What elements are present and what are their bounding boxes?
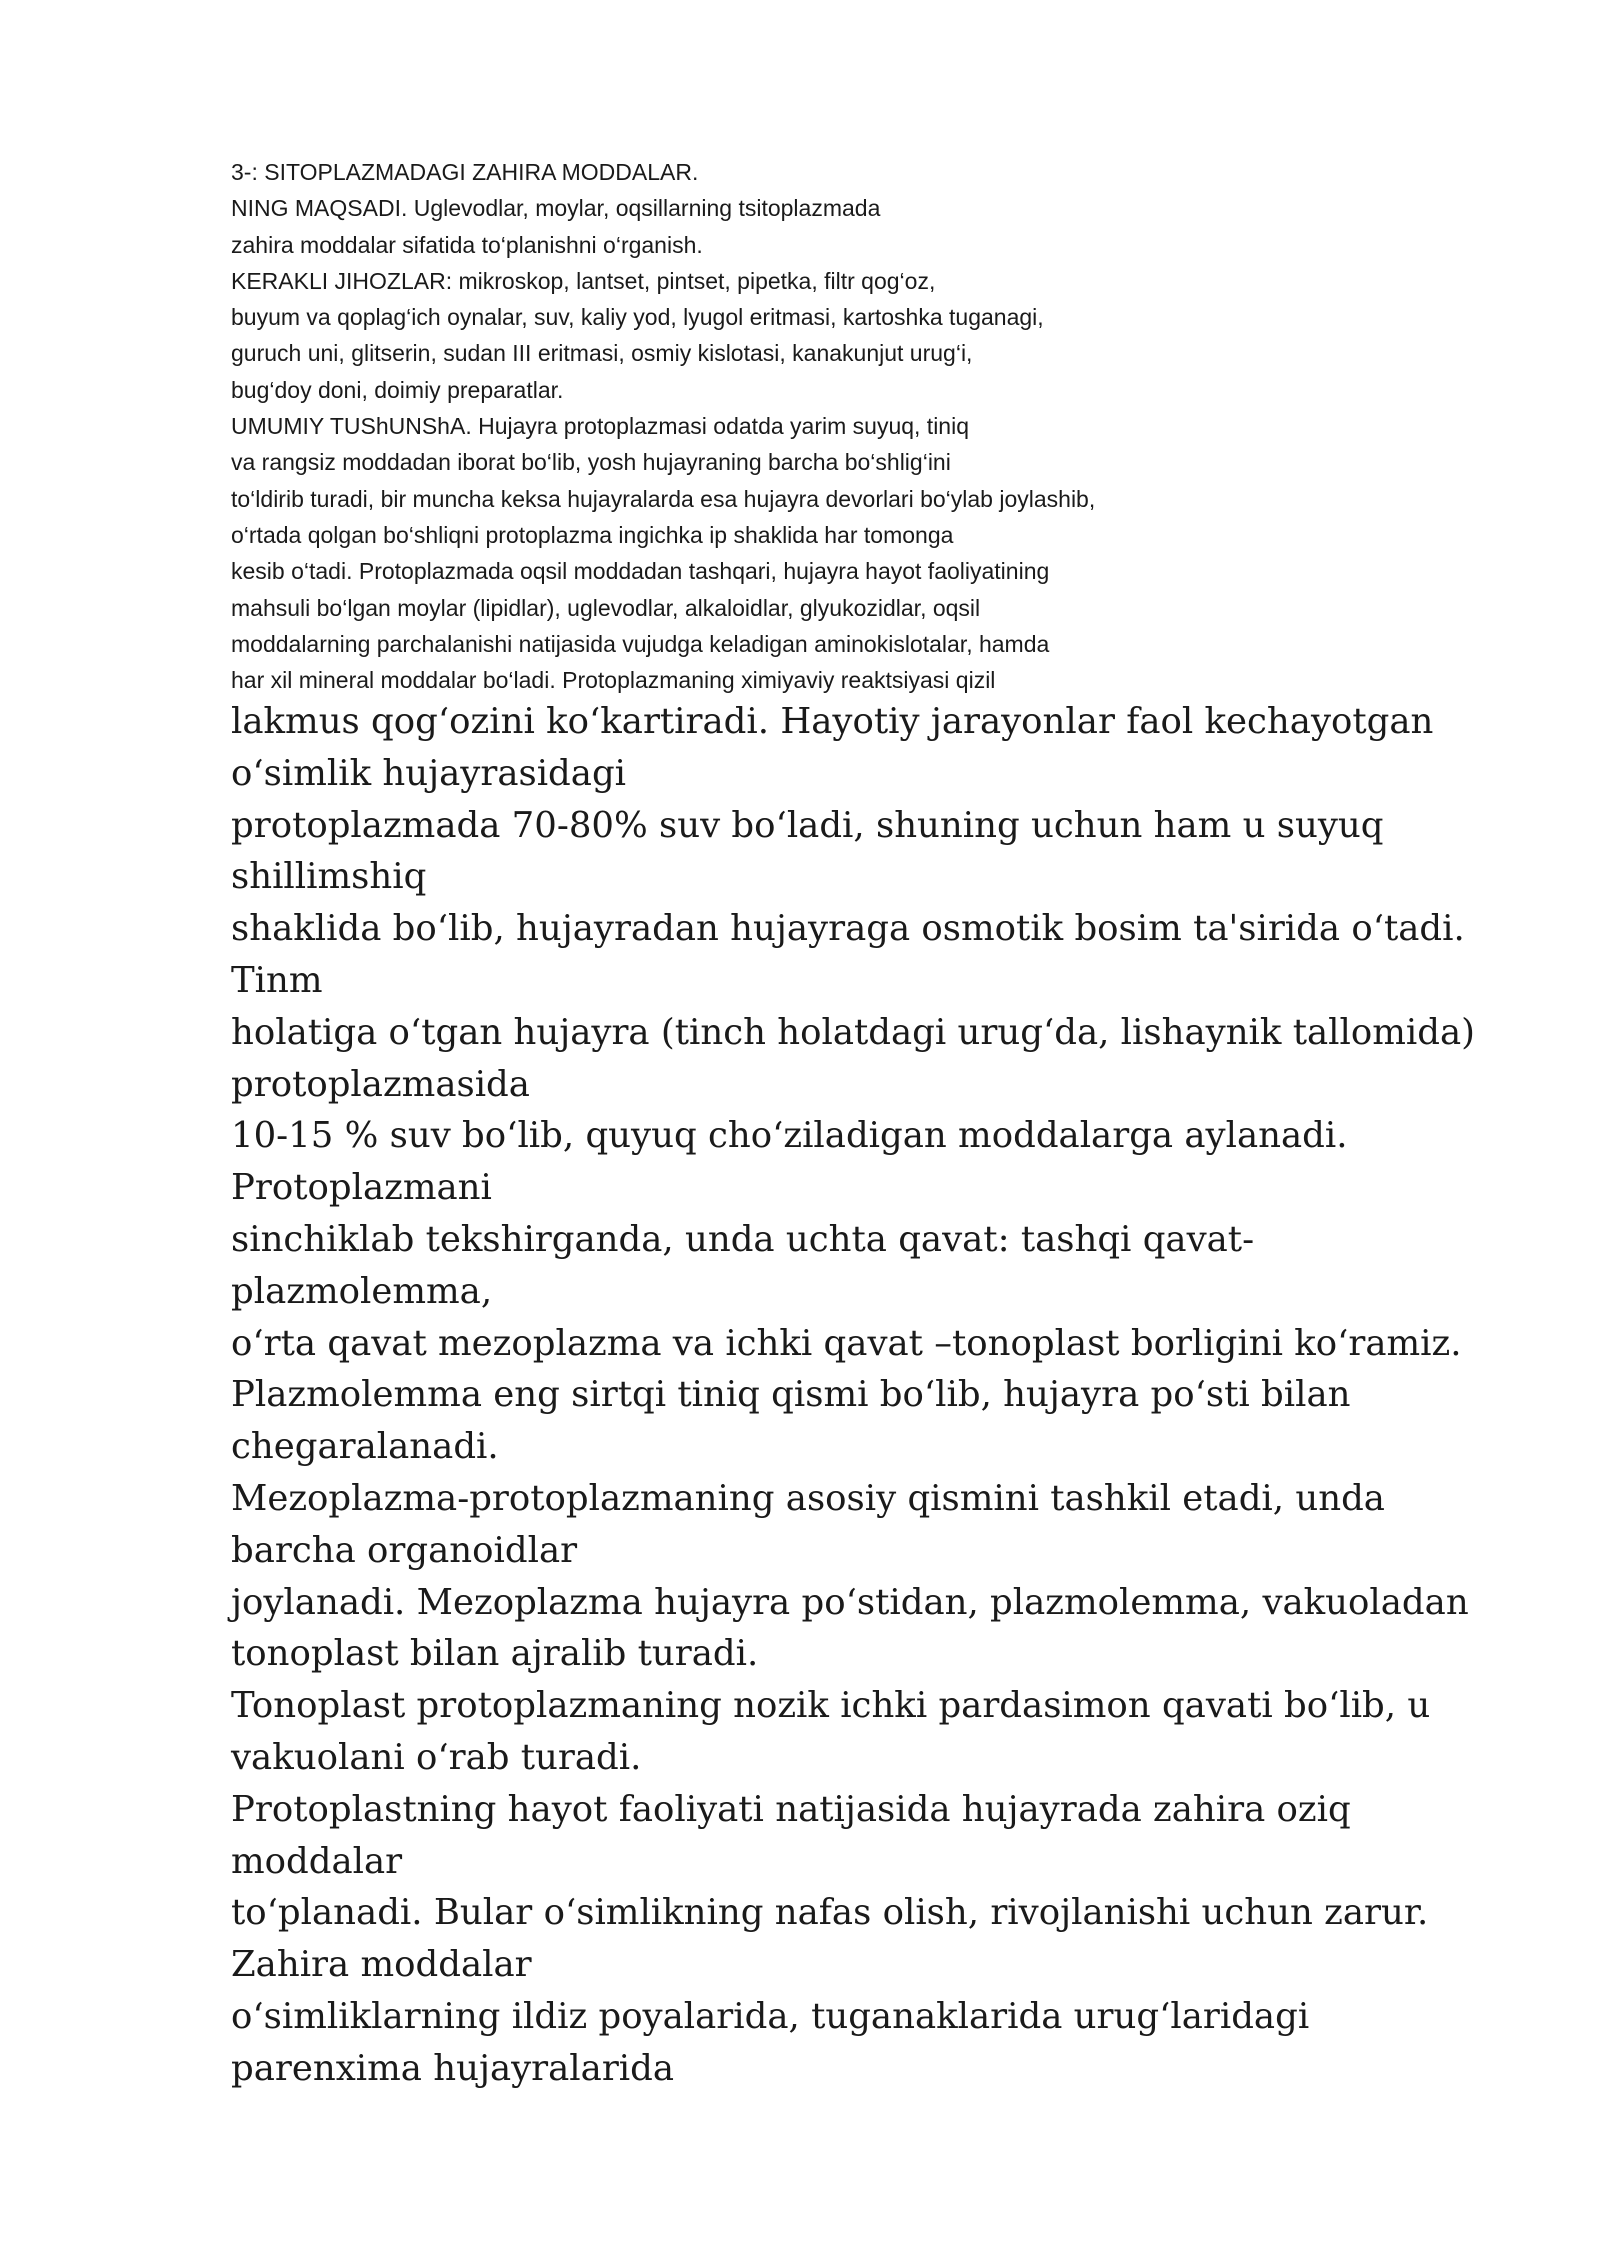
text-line: to‘ldirib turadi, bir muncha keksa hujayralarda esa hujayra devorlari bo‘ylab joylashib, [231, 485, 1096, 512]
text-line: har xil mineral moddalar bo‘ladi. Protoplazmaning ximiyaviy reaktsiyasi qizil [231, 667, 996, 694]
text-line: NING MAQSADI. Uglevodlar, moylar, oqsillarning tsitoplazmada [231, 195, 881, 222]
text-line: Protoplastning hayot faoliyati natijasida hujayrada zahira oziq [231, 1788, 1351, 1830]
text-line: bug‘doy doni, doimiy preparatlar. [231, 376, 564, 403]
text-line: 10-15 % suv bo‘lib, quyuq cho‘ziladigan moddalarga aylanadi. [231, 1115, 1348, 1157]
text-line: o‘simlik hujayrasidagi [231, 752, 627, 794]
text-line: KERAKLI JIHOZLAR: mikroskop, lantset, pintset, pipetka, filtr qog‘oz, [231, 267, 936, 294]
text-line: o‘simliklarning ildiz poyalarida, tuganaklarida urug‘laridagi [231, 1995, 1310, 2037]
intro-text-block [231, 154, 1431, 698]
text-line: barcha organoidlar [231, 1529, 578, 1571]
text-line: Plazmolemma eng sirtqi tiniq qismi bo‘lib, hujayra po‘sti bilan [231, 1374, 1351, 1416]
text-line: plazmolemma, [231, 1270, 493, 1312]
section-title: 3-: SITOPLAZMADAGI ZAHIRA MODDALAR. [231, 159, 699, 185]
text-line: buyum va qoplag‘ich oynalar, suv, kaliy yod, lyugol eritmasi, kartoshka tuganagi, [231, 304, 1044, 331]
body-text-block [231, 696, 1501, 2095]
text-line: vakuolani o‘rab turadi. [231, 1736, 642, 1778]
text-line: o‘rtada qolgan bo‘shliqni protoplazma ingichka ip shaklida har tomonga [231, 521, 954, 548]
text-line: Tonoplast protoplazmaning nozik ichki pardasimon qavati bo‘lib, u [231, 1685, 1431, 1727]
text-line: protoplazmada 70-80% suv bo‘ladi, shuning uchun ham u suyuq [231, 804, 1384, 846]
text-line: to‘planadi. Bular o‘simlikning nafas olish, rivojlanishi uchun zarur. [231, 1892, 1429, 1934]
text-line: va rangsiz moddadan iborat bo‘lib, yosh hujayraning barcha bo‘shlig‘ini [231, 449, 951, 476]
text-line: guruch uni, glitserin, sudan III eritmasi, osmiy kislotasi, kanakunjut urug‘i, [231, 340, 973, 367]
text-line: parenxima hujayralarida [231, 2047, 675, 2089]
text-line: moddalar [231, 1840, 403, 1882]
text-line: Protoplazmani [231, 1167, 492, 1209]
text-line: o‘rta qavat mezoplazma va ichki qavat –tonoplast borligini ko‘ramiz. [231, 1322, 1462, 1364]
text-line: Zahira moddalar [231, 1944, 532, 1986]
text-line: UMUMIY TUShUNShA. Hujayra protoplazmasi odatda yarim suyuq, tiniq [231, 413, 969, 440]
text-line: sinchiklab tekshirganda, unda uchta qavat: tashqi qavat- [231, 1218, 1255, 1260]
text-line: lakmus qog‘ozini ko‘kartiradi. Hayotiy jarayonlar faol kechayotgan [231, 701, 1434, 742]
text-line: zahira moddalar sifatida to‘planishni o‘rganish. [231, 231, 703, 258]
text-line: chegaralanadi. [231, 1426, 499, 1468]
text-line: Mezoplazma-protoplazmaning asosiy qismini tashkil etadi, unda [231, 1477, 1385, 1519]
text-line: holatiga o‘tgan hujayra (tinch holatdagi urug‘da, lishaynik tallomida) [231, 1011, 1475, 1053]
text-line: Tinm [231, 959, 323, 1001]
text-line: shillimshiq [231, 856, 427, 898]
text-line: moddalarning parchalanishi natijasida vujudga keladigan aminokislotalar, hamda [231, 630, 1050, 657]
text-line: shaklida bo‘lib, hujayradan hujayraga osmotik bosim ta'sirida o‘tadi. [231, 908, 1465, 950]
text-line: tonoplast bilan ajralib turadi. [231, 1633, 759, 1675]
text-line: kesib o‘tadi. Protoplazmada oqsil moddadan tashqari, hujayra hayot faoliyatining [231, 558, 1050, 585]
text-line: joylanadi. Mezoplazma hujayra po‘stidan, plazmolemma, vakuoladan [231, 1581, 1469, 1623]
text-line: mahsuli bo‘lgan moylar (lipidlar), uglevodlar, alkaloidlar, glyukozidlar, oqsil [231, 594, 981, 621]
text-line: protoplazmasida [231, 1063, 530, 1105]
